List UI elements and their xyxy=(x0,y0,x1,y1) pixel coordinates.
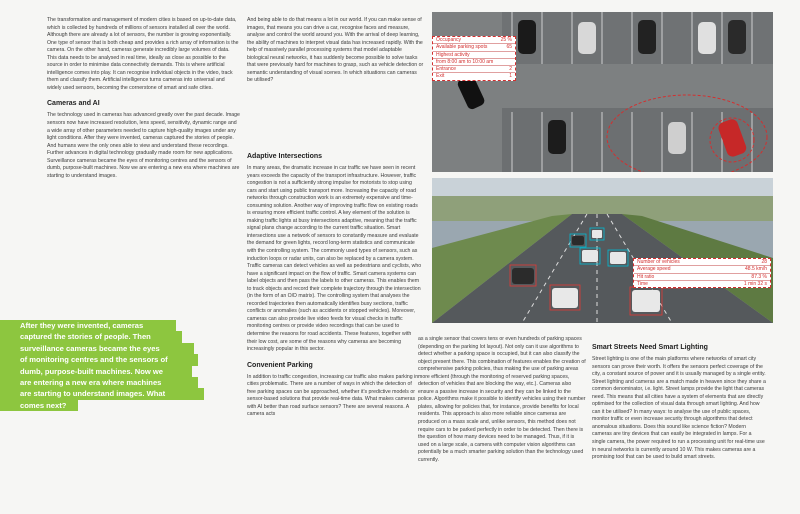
column-1 xyxy=(47,17,240,181)
pull-quote xyxy=(0,320,250,411)
highway-illustration xyxy=(432,178,773,323)
heading-smart-streets: Smart Streets Need Smart Lighting xyxy=(592,344,708,351)
pull-quote-line: captured the stories of people. Then xyxy=(0,331,182,342)
highway-traffic-photo xyxy=(432,178,773,323)
stat-row-entrance: Entrance 2 xyxy=(433,66,515,73)
stat-row-occupancy: Occupancy 25 % xyxy=(433,37,515,44)
cameras-ai-paragraph: The technology used in cameras has advanced greatly over the past decade. Image sensors now have increased resolution, lens speed, sensitivity, dynamic range and a wide array of other parameters needed to capture high-quality images under any light conditions. After they were invented, cameras captured the stories of people. And humans were the only ones able to view and understand these recordings. Further advances in digital technology gradually made room for new applications. Surveillance cameras became the eyes of monitoring centres and the sensors of dumb, purpose-built machines. Now we are entering a new era where machines are starting to understand images. xyxy=(47,112,240,179)
heading-adaptive-intersections: Adaptive Intersections xyxy=(247,153,323,160)
pull-quote-line: dumb, purpose-built machines. Now we xyxy=(0,366,192,377)
pull-quote-line: of monitoring centres and the sensors of xyxy=(0,354,198,365)
pull-quote-line: surveillance cameras became the eyes xyxy=(0,343,194,354)
pull-quote-line: comes next? xyxy=(0,400,78,411)
parking-stats-box xyxy=(432,36,516,81)
column-2 xyxy=(247,17,424,86)
stat-row-exit: Exit 1 xyxy=(436,73,512,80)
adaptive-intersections-paragraph: In many areas, the dramatic increase in car traffic we have seen in recent years exceeds the capacity of the transport infrastructure. However, traffic congestion is not a sufficiently strong impulse for motorists to stop using cars and start using public transport more. Increasing the capacity of road networks through construction work is an extremely expensive and time-consuming solution. Another way of improving traffic flow on existing roads is ensuring more efficient traffic control. A key element of the solution is making traffic lights at busy intersections adaptive, meaning that the traffic signal plans change according to the current traffic situation. Smart intersections use a network of sensors to constantly measure and evaluate the demand for green lights, record long-term statistics and communicate with the controlling system. The commonly used types of sensors, such as induction loops or radar units, can also be replaced by a camera system. Traffic cameras can detect vehicles as well as pedestrians and cyclists, who have a significant impact on the flow of traffic. Smart camera systems can label objects and then pass the labels to other cameras. This enables them to track objects and record their complete trajectory through the intersection (in the form of an O/D matrix). The controlling system that analyses the recorded trajectories then automatically identifies busy sections, traffic conflicts or anomalies (such as accidents or stopped vehicles). Moreover, cameras can also provide live video feeds for visual checks in traffic monitoring centres or provide video recordings that can be used to determine the reasons for road accidents. These features, together with their low cost, are some of the reasons why cameras are becoming increasingly popular in this sector. xyxy=(247,165,422,353)
heading-cameras-and-ai: Cameras and AI xyxy=(47,100,100,108)
pull-quote-line: are starting to understand images. What xyxy=(0,388,204,399)
heading-convenient-parking: Convenient Parking xyxy=(247,361,313,369)
stat-row-vehicles: Number of vehicles 28 xyxy=(634,259,770,266)
parking-continued-paragraph: as a single sensor that covers tens or even hundreds of parking spaces (depending on the parking lot layout). Not only can it use algorithms to detect whether a parking space is occupied, but it can also classify the object present there. This combination of features enables the creation of comprehensive parking policies, thus making the use of parking areas more efficient (through the monitoring of reserved parking spaces, detection of vehicles that are blocking the way, etc.). Cameras also ensure a passive increase in security and they can be linked to the police. Algorithms make it possible to identify vehicles using their number plates, allowing for policies that, for instance, provide benefits for local residents. This approach is also more reliable since cameras are produced on a mass scale and, unlike sensors, this method does not require cars to be parked perfectly in order to be detected. Then there is the question of how many devices need to be managed. Thus, if it is used on a large scale, a camera with computer vision algorithms can potentially be a much smarter parking solution than the technology used currently. xyxy=(418,336,586,463)
pull-quote-line: After they were invented, cameras xyxy=(0,320,176,331)
stat-row-average-speed: Average speed 48.5 km/h xyxy=(634,266,770,273)
column-5 xyxy=(592,336,766,463)
stat-row-activity-time: from 8:00 am to 10:00 am xyxy=(433,59,515,66)
deep-learning-paragraph: And being able to do that means a lot in our world. If you can make sense of images, that means you can drive a car, recognise faces and measure, analyse and control the world around you. With the arrival of deep learning, the ability of machines to interpret visual data has increased rapidly. With the help of massively parallel processing systems that model adaptable biological neural networks, it has suddenly become possible to solve tasks that were previously hard for machines to grasp, such as vehicle detection or semantic understanding of visual scenes. In which situations can cameras be utilised? xyxy=(247,17,424,84)
stat-row-available-spots: Available parking spots 65 xyxy=(433,44,515,51)
traffic-stats-box xyxy=(633,258,771,288)
stat-row-time: Time 1 min 32 s xyxy=(637,280,767,287)
intro-paragraph: The transformation and management of modern cities is based on up-to-date data, which is collected by hundreds of millions of sensors installed all over the world. Although there are already a lot of sensors, the number is growing exponentially. One type of sensor that is both cheap and provides a rich array of information is the camera. On the other hand, cameras generate incredibly large volumes of data. This data needs to be analysed in real time, ideally as close as possible to the source in order to minimise data connectivity demands. This is where artificial intelligence comes into play. It can recognise individual objects in the video, track them and classify them. Artificial intelligence turns cameras into universal and widely used sensors, becoming the cornerstone of smart and safe cities. xyxy=(47,17,239,91)
stat-row-highest-activity: Highest activity xyxy=(433,52,515,59)
column-3 xyxy=(247,145,422,420)
convenient-parking-paragraph: In addition to traffic congestion, increasing car traffic also makes parking in cities problematic. There are a number of ways in which the detection of free parking spaces can be approached, whether it's predictive models or sensor-based solutions that provide real-time data. What makes cameras with AI better than road surface sensors? There are several reasons. A camera acts xyxy=(247,373,419,418)
smart-lighting-paragraph: Street lighting is one of the main platforms where networks of smart city sensors can prove their worth. It offers the sensors perfect coverage of the city, a constant source of power and it is usually managed by a single entity. Street lighting and cameras are a match made in heaven since they share a common denominator, i.e. light. Street lamps provide the light that cameras need. This means that all cities have a system of elements that are directly optimised for the collection of visual data through smart lighting. And how can it be utilised? In many ways: to analyse the use of public spaces, monitor traffic or even increase security through algorithms that detect anomalous situations. Does this sound like science fiction? Modern cameras are tiny devices that can easily be integrated in lamps. For a single camera, the power required to run a processing unit for real-time use in neural networks is currently around 10 W. This makes cameras are a promising tool that can be used to build smart streets. xyxy=(592,356,766,461)
pull-quote-line: are entering a new era where machines xyxy=(0,377,198,388)
column-4 xyxy=(418,336,586,465)
stat-row-hit-ratio: Hit ratio 87.3 % xyxy=(634,274,770,281)
